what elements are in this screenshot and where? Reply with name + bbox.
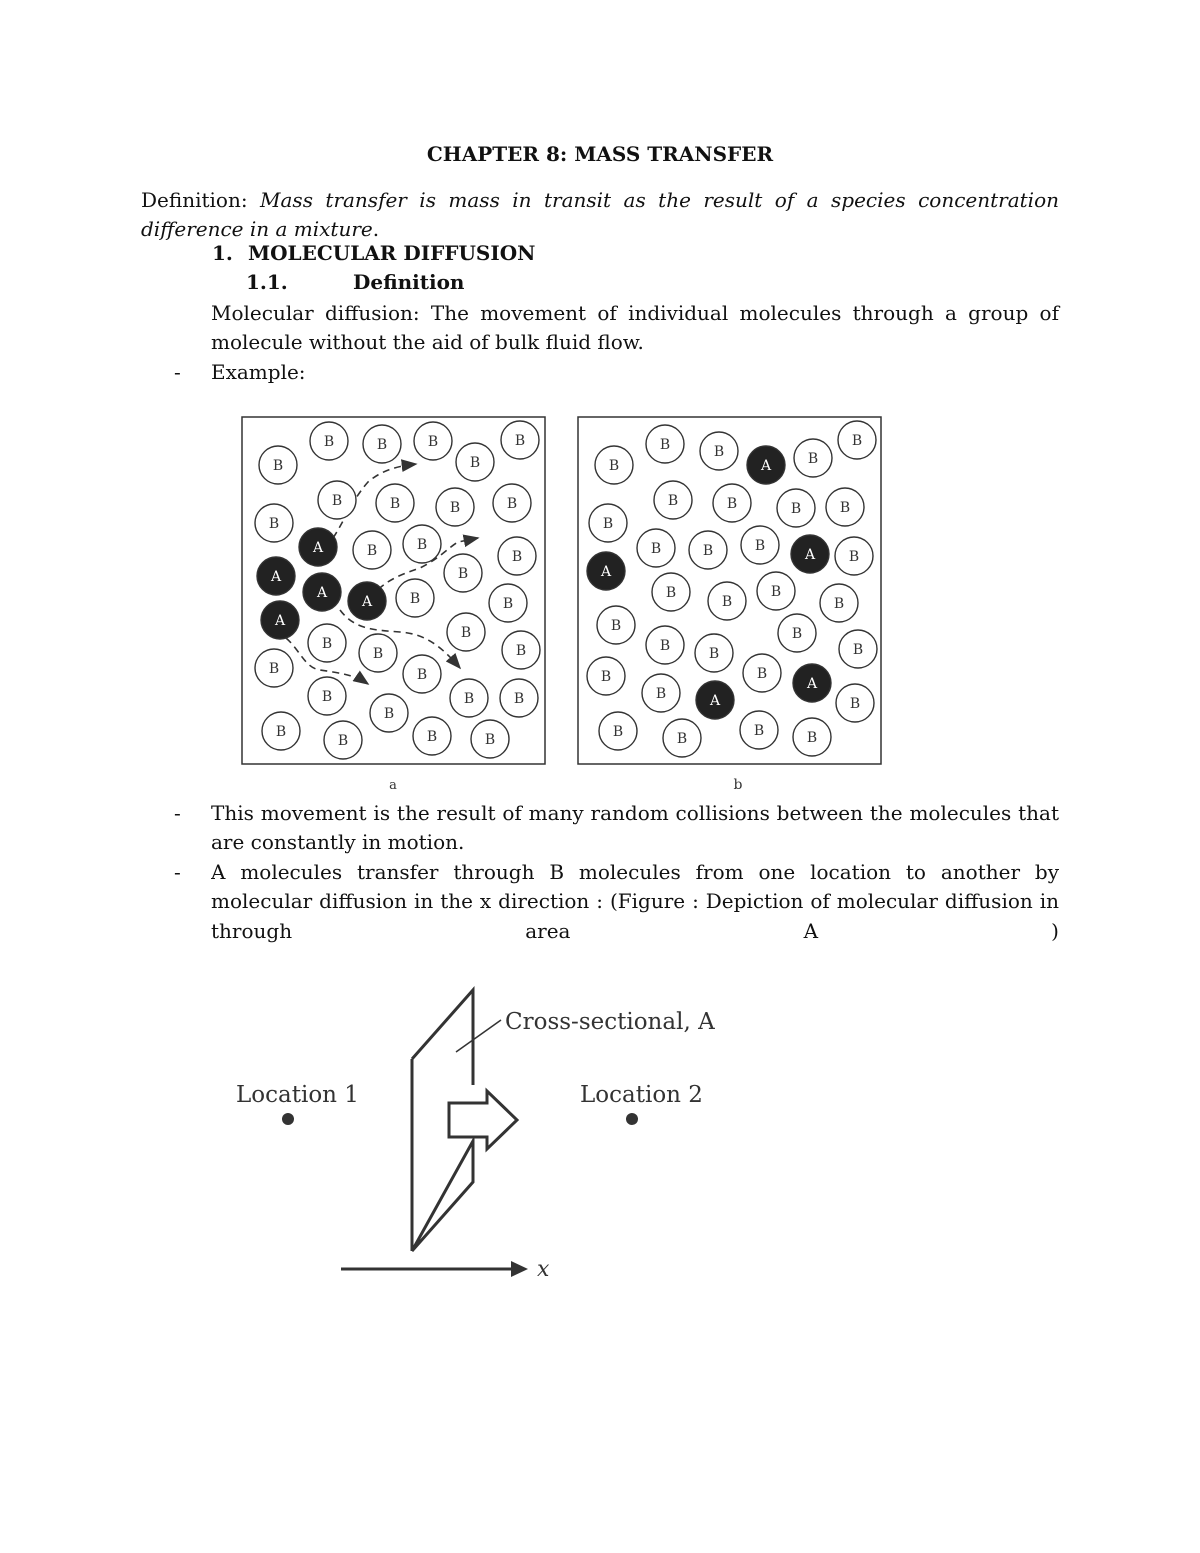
location-2-point (626, 1113, 638, 1125)
molecule-b-label: B (515, 643, 527, 659)
molecule-b-label: B (366, 543, 378, 559)
molecule-b-label: B (449, 500, 461, 516)
molecule-b-label: B (849, 696, 861, 712)
molecule-b-label: B (655, 686, 667, 702)
molecule-b-label: B (770, 584, 782, 600)
molecule-b-label: B (659, 437, 671, 453)
x-axis-label: x (537, 1257, 550, 1282)
molecule-b-label: B (851, 433, 863, 449)
molecule-a-label: A (312, 540, 324, 556)
molecule-b-label: B (502, 596, 514, 612)
section-title-1: MOLECULAR DIFFUSION (248, 241, 536, 265)
location-2-label: Location 2 (580, 1082, 703, 1108)
molecule-b-label: B (753, 723, 765, 739)
molecule-b-label: B (416, 537, 428, 553)
molecule-b-label: B (790, 501, 802, 517)
bullet-dash-example: - (174, 360, 181, 384)
cross-sectional-label: Cross-sectional, A (505, 1009, 715, 1035)
molecule-b-label: B (511, 549, 523, 565)
molecule-b-label: B (463, 691, 475, 707)
molecule-b-label: B (708, 646, 720, 662)
molecule-b-label: B (409, 591, 421, 607)
molecule-b-label: B (427, 434, 439, 450)
diffusion-figure-a (242, 417, 545, 764)
bullet-dash-transfer: - (174, 860, 181, 884)
molecule-b-label: B (416, 667, 428, 683)
molecule-b-label: B (610, 618, 622, 634)
molecule-b-label: B (650, 541, 662, 557)
molecule-b-label: B (791, 626, 803, 642)
molecule-b-label: B (383, 706, 395, 722)
molecule-b-label: B (321, 636, 333, 652)
molecule-b-label: B (323, 434, 335, 450)
page-title: CHAPTER 8: MASS TRANSFER (426, 142, 774, 166)
molecule-b-label: B (665, 585, 677, 601)
molecule-b-label: B (268, 661, 280, 677)
location-1-label: Location 1 (236, 1082, 359, 1108)
molecule-b-label: B (275, 724, 287, 740)
bullet-example: Example: (211, 360, 306, 384)
molecule-b-label: B (754, 538, 766, 554)
transfer-word-paren: ) (1051, 919, 1059, 943)
molecule-b-label: B (608, 458, 620, 474)
molecule-b-label: B (372, 646, 384, 662)
location-1-point (282, 1113, 294, 1125)
cross-section-leader-line (456, 1020, 501, 1052)
molecule-b-label: B (600, 669, 612, 685)
molecule-a-label: A (270, 569, 282, 585)
molecule-a-label: A (804, 547, 816, 563)
molecule-b-label: B (612, 724, 624, 740)
molecule-a-label: A (760, 458, 772, 474)
molecule-b-label: B (272, 458, 284, 474)
molecule-b-label: B (331, 493, 343, 509)
definition-end: . (372, 217, 380, 241)
molecule-b-label: B (667, 493, 679, 509)
section-number-1-1: 1.1. (246, 270, 288, 294)
molecule-b-label: B (376, 437, 388, 453)
molecule-a-label: A (709, 693, 721, 709)
molecule-a-label: A (361, 594, 373, 610)
molecule-b-label: B (460, 625, 472, 641)
molecule-b-label: B (726, 496, 738, 512)
molecule-b-label: B (806, 730, 818, 746)
molecule-b-label: B (506, 496, 518, 512)
figure-label-a: a (389, 778, 397, 793)
molecule-a-label: A (600, 564, 612, 580)
molecule-a-label: A (274, 613, 286, 629)
molecule-b-label: B (457, 566, 469, 582)
molecule-b-label: B (484, 732, 496, 748)
transfer-word-through: through (211, 919, 293, 943)
bullet-collisions: This movement is the result of many random collisions between the molecules that are constantly in motion. (211, 801, 1059, 854)
diffusion-figure-b (578, 417, 881, 764)
molecule-b-label: B (852, 642, 864, 658)
molecule-b-label: B (839, 500, 851, 516)
x-axis-arrowhead (511, 1261, 528, 1277)
flux-arrow (449, 1091, 517, 1149)
bullet-transfer: A molecules transfer through B molecules from one location to another by molecular diffusion in the x direction : (Figure : Depiction of molecular diffusion in (211, 860, 1059, 913)
molecular-diffusion-paragraph: Molecular diffusion: The movement of individual molecules through a group of molecule without the aid of bulk fluid flow. (211, 301, 1059, 354)
section-title-1-1: Definition (353, 270, 465, 294)
molecule-b-label: B (513, 691, 525, 707)
definition-label: Definition: (141, 188, 261, 212)
molecule-b-label: B (756, 666, 768, 682)
bullet-transfer-last-line (211, 917, 1059, 946)
definition-text: Mass transfer is mass in transit as the result of a species concentration difference in a mixture (141, 188, 1059, 241)
section-number-1: 1. (212, 241, 233, 265)
molecule-b-label: B (659, 638, 671, 654)
molecule-b-label: B (676, 731, 688, 747)
molecule-b-label: B (833, 596, 845, 612)
bullet-dash-collisions: - (174, 801, 181, 825)
molecule-b-label: B (389, 496, 401, 512)
molecule-b-label: B (721, 594, 733, 610)
transfer-word-area: area (525, 919, 571, 943)
figure-label-b: b (733, 777, 743, 793)
molecule-b-label: B (268, 516, 280, 532)
molecule-b-label: B (514, 433, 526, 449)
molecule-b-label: B (337, 733, 349, 749)
molecule-b-label: B (848, 549, 860, 565)
molecule-a-label: A (316, 585, 328, 601)
molecule-b-label: B (807, 451, 819, 467)
molecule-b-label: B (702, 543, 714, 559)
molecule-b-label: B (469, 455, 481, 471)
molecule-b-label: B (602, 516, 614, 532)
molecule-a-label: A (806, 676, 818, 692)
molecule-b-label: B (426, 729, 438, 745)
transfer-word-a: A (803, 919, 819, 943)
molecule-b-label: B (321, 689, 333, 705)
molecule-b-label: B (713, 444, 725, 460)
